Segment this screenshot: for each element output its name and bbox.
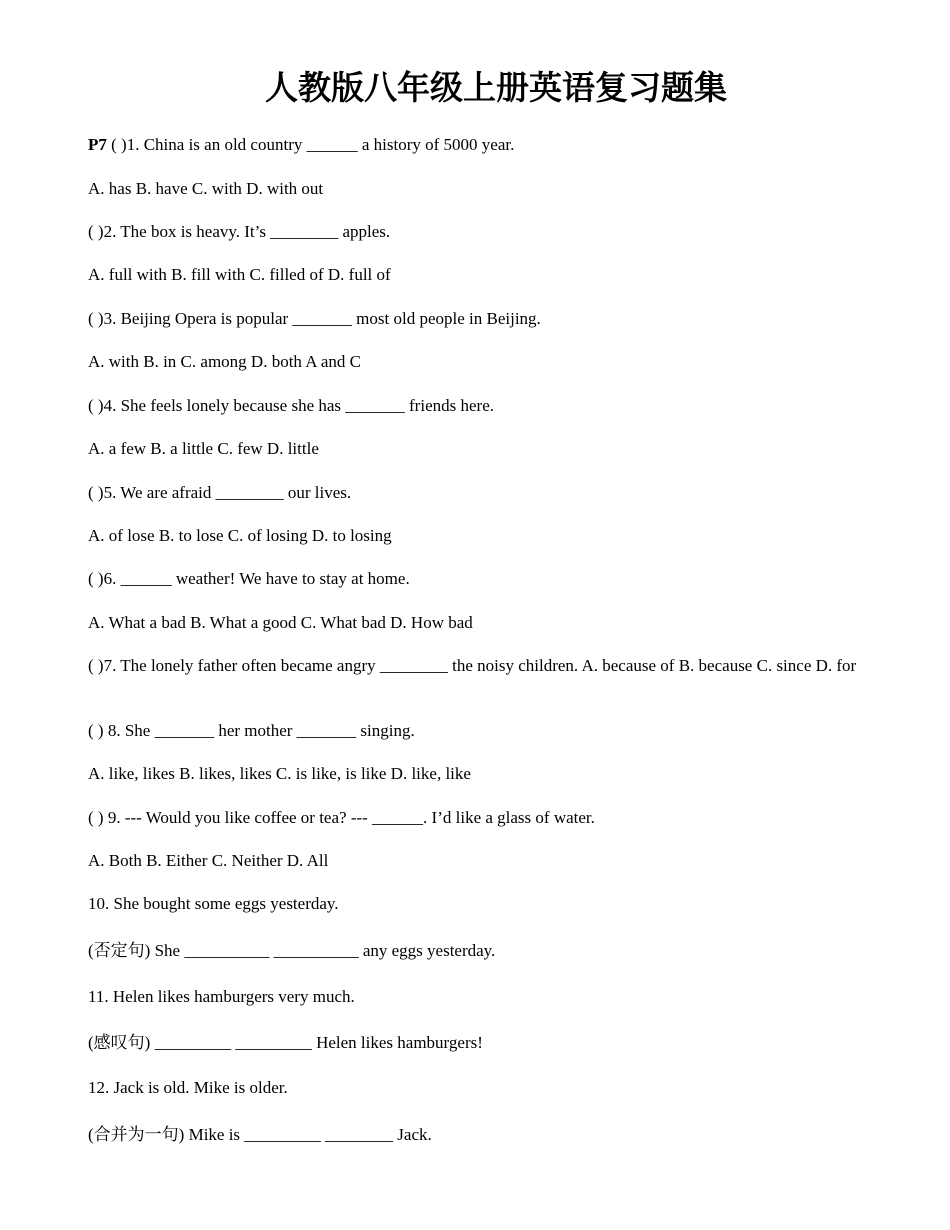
question-7: ( )7. The lonely father often became angry ________ the noisy children. A. because of B. because C. since D. for — [88, 656, 857, 675]
question-9: ( ) 9. --- Would you like coffee or tea? --- ______. I’d like a glass of water. — [88, 808, 595, 827]
question-5-options: A. of lose B. to lose C. of losing D. to losing — [88, 526, 392, 545]
question-2-options: A. full with B. fill with C. filled of D. full of — [88, 265, 391, 284]
question-12-transform: (合并为一句) Mike is _________ ________ Jack. — [88, 1125, 432, 1144]
document-title: 人教版八年级上册英语复习题集 — [265, 68, 727, 107]
question-6: ( )6. ______ weather! We have to stay at home. — [88, 569, 410, 588]
question-5: ( )5. We are afraid ________ our lives. — [88, 483, 352, 502]
question-3: ( )3. Beijing Opera is popular _______ most old people in Beijing. — [88, 309, 541, 328]
question-8: ( ) 8. She _______ her mother _______ singing. — [88, 721, 415, 740]
question-1 — [88, 134, 910, 156]
question-11-transform: (感叹句) _________ _________ Helen likes hamburgers! — [88, 1033, 483, 1052]
question-10-transform: (否定句) She __________ __________ any eggs yesterday. — [88, 941, 496, 960]
question-10: 10. She bought some eggs yesterday. — [88, 894, 339, 913]
question-4-options: A. a few B. a little C. few D. little — [88, 439, 319, 458]
question-4: ( )4. She feels lonely because she has _______ friends here. — [88, 396, 494, 415]
question-9-options: A. Both B. Either C. Neither D. All — [88, 851, 329, 870]
question-11: 11. Helen likes hamburgers very much. — [88, 987, 355, 1006]
question-1-options: A. has B. have C. with D. with out — [88, 179, 324, 198]
question-2: ( )2. The box is heavy. It’s ________ apples. — [88, 222, 391, 241]
page-ref-label: P7 — [88, 135, 107, 154]
question-8-options: A. like, likes B. likes, likes C. is like, is like D. like, like — [88, 764, 471, 783]
question-6-options: A. What a bad B. What a good C. What bad D. How bad — [88, 613, 473, 632]
question-3-options: A. with B. in C. among D. both A and C — [88, 352, 361, 371]
question-12: 12. Jack is old. Mike is older. — [88, 1078, 288, 1097]
question-1-text: ( )1. China is an old country ______ a history of 5000 year. — [106, 135, 515, 154]
